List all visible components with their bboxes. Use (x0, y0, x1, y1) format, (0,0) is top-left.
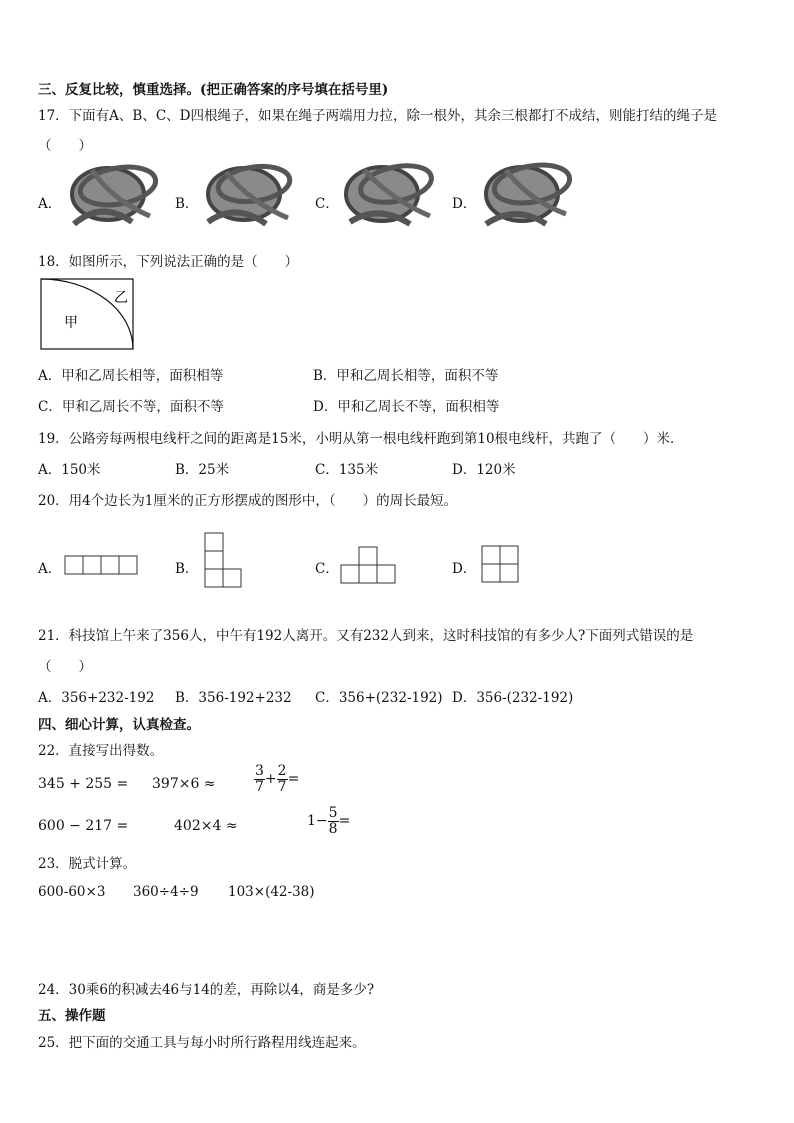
q24-text: 24．30乘6的积减去46与14的差，再除以4，商是多少? (38, 982, 375, 998)
rope-knot-d-image (476, 160, 576, 235)
q18-option-c[interactable]: C．甲和乙周长不等，面积不等 (38, 399, 224, 415)
rope-knot-c-image (338, 160, 438, 235)
q18-text: 18．如图所示，下列说法正确的是（ ） (38, 254, 299, 270)
calc-6: 1− $\frac{5}{8}$ = (307, 805, 351, 837)
q21-option-c[interactable]: C．356+(232-192) (315, 690, 443, 706)
q20-text: 20．用4个边长为1厘米的正方形摆成的图形中，（ ）的周长最短。 (38, 493, 458, 509)
section-4-title: 四、细心计算，认真检查。 (38, 717, 200, 733)
shape-a-1x4 (64, 555, 140, 575)
q21-blank: （ ） (38, 659, 92, 675)
q20-option-b-label[interactable]: B． (175, 561, 199, 577)
q25-text: 25．把下面的交通工具与每小时所行路程用线连起来。 (38, 1035, 366, 1051)
label-jia: 甲 (64, 315, 78, 331)
calc-4: 600 − 217 = (38, 818, 129, 834)
q18-option-b[interactable]: B．甲和乙周长相等，面积不等 (313, 368, 499, 384)
q17-blank: （ ） (38, 138, 92, 154)
q18-option-a[interactable]: A．甲和乙周长相等，面积相等 (38, 368, 224, 384)
q18-option-d[interactable]: D．甲和乙周长不等，面积相等 (313, 399, 500, 415)
q17-text: 17．下面有A、B、C、D四根绳子，如果在绳子两端用力拉，除一根外，其余三根都打不成结，则能打结的绳子是 (38, 108, 717, 124)
shape-b-l (204, 532, 246, 590)
q19-option-a[interactable]: A．150米 (38, 462, 101, 478)
q17-option-c-label[interactable]: C． (315, 196, 339, 212)
q21-option-d[interactable]: D．356-(232-192) (452, 690, 574, 706)
expr-2: 360÷4÷9 (133, 884, 199, 900)
shape-c-t (340, 546, 398, 586)
label-yi: 乙 (114, 290, 128, 306)
section-5-title: 五、操作题 (38, 1008, 106, 1024)
calc-3: $\frac{3}{7}$ + $\frac{2}{7}$ = (255, 763, 300, 795)
q19-option-b[interactable]: B．25米 (175, 462, 230, 478)
rope-knot-b-image (198, 160, 298, 235)
rope-knot-a-image (62, 160, 162, 235)
q21-option-a[interactable]: A．356+232-192 (38, 690, 155, 706)
q19-text: 19．公路旁每两根电线杆之间的距离是15米，小明从第一根电线杆跑到第10根电线杆，共跑了（ ）米． (38, 431, 684, 447)
calc-5: 402×4 ≈ (174, 818, 238, 834)
calc-2: 397×6 ≈ (152, 776, 216, 792)
q23-text: 23．脱式计算。 (38, 856, 137, 872)
q20-option-d-label[interactable]: D． (452, 561, 477, 577)
q19-option-d[interactable]: D．120米 (452, 462, 516, 478)
expr-1: 600-60×3 (38, 884, 106, 900)
q17-option-a-label[interactable]: A． (38, 196, 62, 212)
calc-1: 345 + 255 = (38, 776, 129, 792)
q20-option-c-label[interactable]: C． (315, 561, 339, 577)
section-3-title: 三、反复比较，慎重选择。(把正确答案的序号填在括号里) (38, 82, 389, 98)
q18-figure (40, 278, 136, 352)
q21-text: 21．科技馆上午来了356人，中午有192人离开。又有232人到来，这时科技馆的有多少人?下面列式错误的是 (38, 628, 694, 644)
q17-option-d-label[interactable]: D． (452, 196, 477, 212)
expr-3: 103×(42-38) (228, 884, 315, 900)
q19-option-c[interactable]: C．135米 (315, 462, 379, 478)
q17-option-b-label[interactable]: B． (175, 196, 199, 212)
q20-option-a-label[interactable]: A． (38, 561, 62, 577)
q22-text: 22．直接写出得数。 (38, 743, 164, 759)
shape-d-square (481, 545, 521, 585)
q21-option-b[interactable]: B．356-192+232 (175, 690, 292, 706)
